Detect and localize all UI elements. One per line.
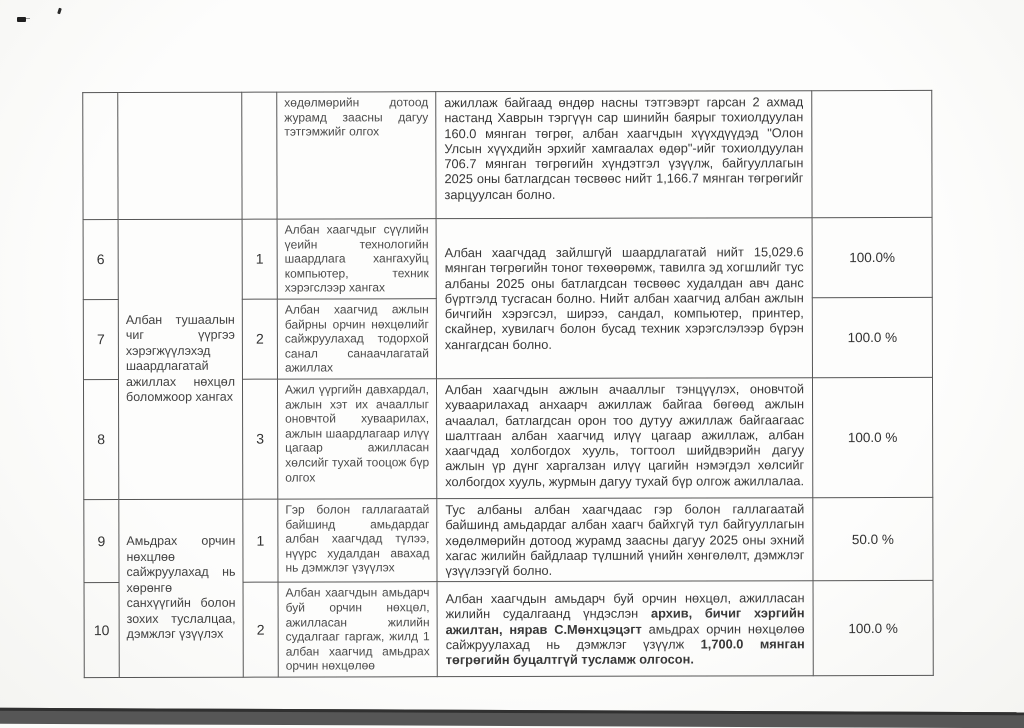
cell-no-7: 7 (83, 299, 118, 379)
scan-speck-icon (57, 8, 62, 15)
cell-task-9: Гэр болон галлагаатай байшинд амьдардаг албан хаагчдад түлээ, нүүрс худалдан авахад нь дэмжлэг үзүүлэх (278, 499, 437, 583)
table-row-6 (83, 217, 932, 299)
cell-no-8: 8 (83, 379, 118, 499)
cell-sub-10: 2 (243, 583, 278, 678)
cell-objective-empty (118, 92, 242, 219)
cell-no-6: 6 (83, 220, 118, 300)
cell-sub-6: 1 (242, 219, 277, 299)
pen-mark-icon (17, 17, 26, 22)
paper-bottom-edge (0, 708, 1024, 728)
cell-task-6: Албан хаагчдыг сүүлийн үеийн технологийн шаардлага хангахуйц компьютер, техник хэрэгслээр хангах (277, 219, 436, 299)
cell-result-continuation: ажиллаж байгаад өндөр насны тэтгэвэрт гарсан 2 ахмад настанд Хаврын тэргүүн сар шинийн баярыг тохиолдуулан 160.0 мянган төгрөг, албан хаагчдын хүүхдүүдэд "Олон Улсын хүүхдийн эрхийг хамгаалах өдөр"-ийг тохиолдуулан 706.7 мянган төгрөгийн хүндэтгэл үзүүлж, байгууллагын 2025 оны батлагдсан төсвөөс нийт 1,166.7 мянган төгрөгийг зарцуулсан болно. (436, 91, 812, 219)
cell-sub-7: 2 (242, 299, 277, 379)
cell-percent-empty (812, 90, 932, 217)
performance-report-table (82, 90, 934, 678)
cell-task-8: Ажил үүргийн давхардал, ажлын хэт их ачааллыг оновчтой хуваарилах, ажлын шаардлагаар илүү цагаар ажилласан хөлсийг тухай тооцож бүр олгох (277, 379, 436, 499)
cell-objective-9-10: Амьдрах орчин нөхцлөө сайжруулахад нь хөрөнгө санхүүгийн болон зохих туслалцаа, дэмжлэг үзүүлэх (119, 499, 243, 677)
cell-no-9: 9 (84, 499, 119, 583)
cell-sub-8: 3 (242, 379, 277, 499)
cell-no-empty (83, 93, 118, 220)
cell-percent-8: 100.0 % (812, 377, 932, 497)
cell-objective-6-8: Албан тушаалын чиг үүргээ хэрэгжүүлэхэд шаардлагатай ажиллах нөхцөл боломжоор хангах (118, 219, 243, 499)
cell-result-6-7: Албан хаагчдад зайлшгүй шаардлагатай нийт 15,029.6 мянган төгрөгийн тоног төхөөрөмж, тавилга эд хогшлийг тус албаны 2025 оны батлагдсан төсвөөс худалдан авч данс бүртгэлд тусгасан болно. Нийт албан хаагчид албан ажлын бичгийн хэрэгсэл, ширээ, сандал, компьютер, принтер, скайнер, хувилагч болон бусад техник хэрэгслэлээр бүрэн хангагдсан болно. (436, 218, 812, 379)
report-table-wrap (82, 90, 934, 678)
cell-percent-10: 100.0 % (813, 581, 933, 676)
cell-task-10: Албан хаагчдын амьдарч буй орчин нөхцөл, ажилласан жилийн судалгааг гаргаж, жилд 1 албан хаагчид амьдрах орчин нөхцөлөө (278, 582, 437, 677)
cell-task-continuation: хөдөлмөрийн дотоод журамд заасны дагуу тэтгэмжийг олгох (277, 92, 436, 219)
cell-result-10: Албан хаагчдын амьдарч буй орчин нөхцөл, ажилласан жилийн судалгаанд үндэслэн архив, бичиг хэргийн ажилтан, нярав С.Мөнхцэцэгт амьдрах орчин нөхцөлөө сайжруулахад нь дэмжлэг үзүүлж 1,700.0 мянган төгрөгийн буцалтгүй тусламж олгосон. (437, 581, 813, 677)
cell-percent-7: 100.0 % (812, 297, 932, 377)
cell-no-10: 10 (84, 583, 119, 678)
cell-result-8: Албан хаагчдын ажлын ачааллыг тэнцүүлэх, оновчтой хуваарилахад анхаарч ажиллаж байгаа бөгөөд ажлын ачаалал, батлагдсан орон тоо дутуу ажиллаж байгаагаас шалтгаан албан хаагчид илүү цагаар ажиллаж, албан хаагчдад холбогдох хууль, тогтоол шийдвэрийн дагуу ажлын үр дүнг харгалзан илүү цагийн нэмэгдэл хөлсийг холбогдох хууль, журмын дагуу тухай бүр олгож ажиллалаа. (436, 378, 812, 499)
cell-percent-9: 50.0 % (813, 497, 933, 581)
cell-percent-6: 100.0% (812, 217, 932, 297)
cell-sub-empty (242, 92, 277, 219)
cell-task-7: Албан хаагчид ажлын байрны орчин нөхцөлийг сайжруулахад тодорхой санал санаачлагатай ажиллах (277, 299, 436, 379)
table-row-continuation (83, 90, 932, 219)
cell-result-9: Тус албаны албан хаагчдаас гэр болон галлагаатай байшинд амьдардаг албан хаагч байхгүй тул байгууллагын хөдөлмөрийн дотоод журамд заасны дагуу 2025 оны эхний хагас жилийн байдлаар түлшний үнийн хөнгөлөлт, дэмжлэг үзүүлээгүй болно. (437, 498, 813, 582)
cell-sub-9: 1 (243, 499, 278, 583)
table-row-9 (84, 497, 933, 583)
